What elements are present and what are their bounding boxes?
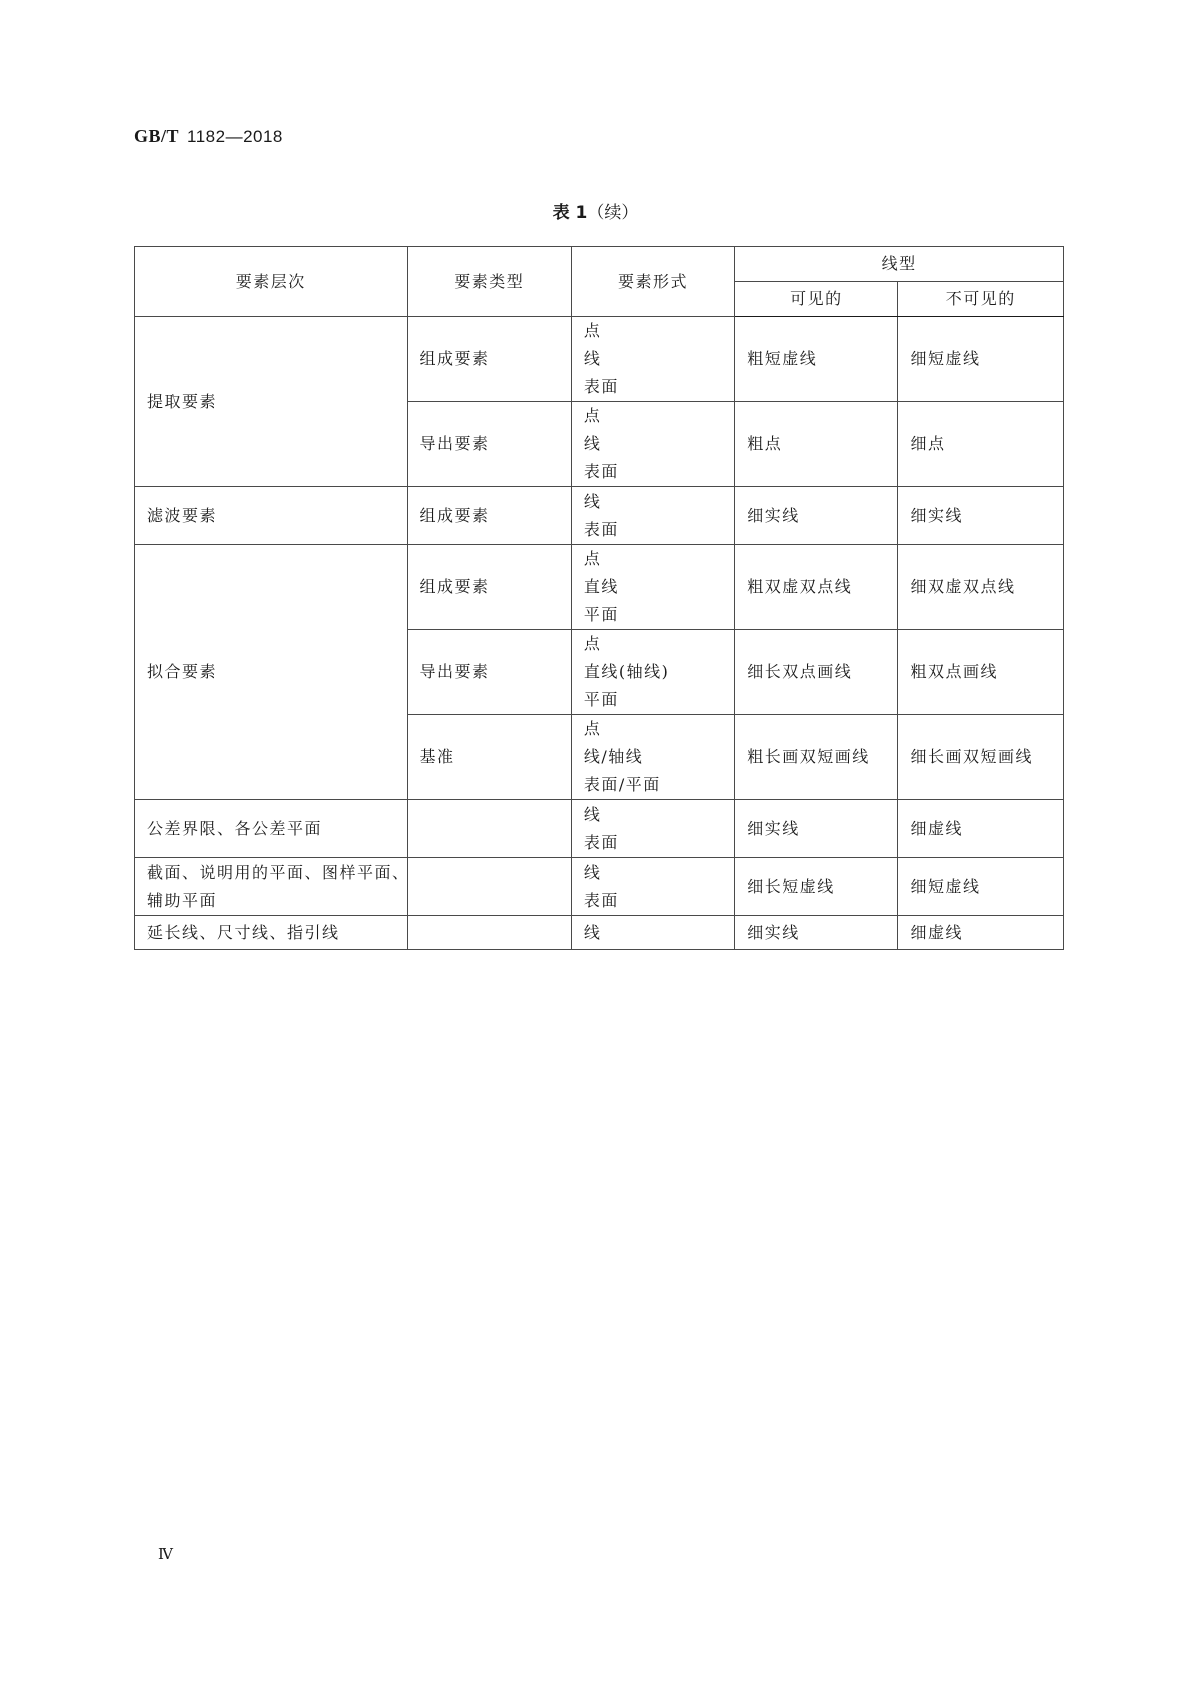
header-element-form: 要素形式 — [571, 247, 734, 317]
invisible-cell: 细双虚双点线 — [898, 545, 1064, 630]
form-cell — [571, 630, 734, 715]
table-caption-title: 表 1 — [552, 203, 588, 223]
type-cell: 组成要素 — [407, 545, 571, 630]
header-row-1 — [135, 247, 1064, 282]
type-cell — [407, 800, 571, 858]
level-cell-extension: 延长线、尺寸线、指引线 — [135, 916, 408, 950]
form-line: 线/轴线 — [583, 747, 644, 766]
form-line: 线 — [583, 434, 602, 453]
form-line: 点 — [583, 321, 602, 340]
table-row — [135, 487, 1064, 545]
invisible-cell: 细虚线 — [898, 916, 1064, 950]
form-cell — [571, 800, 734, 858]
visible-cell: 细实线 — [735, 916, 898, 950]
form-line: 表面/平面 — [583, 775, 661, 794]
table-row — [135, 545, 1064, 630]
form-line: 平面 — [583, 690, 619, 709]
form-line: 点 — [583, 549, 602, 568]
type-cell: 导出要素 — [407, 630, 571, 715]
form-line: 表面 — [583, 377, 619, 396]
type-cell — [407, 916, 571, 950]
invisible-cell: 细虚线 — [898, 800, 1064, 858]
visible-cell: 细实线 — [735, 487, 898, 545]
table-row — [135, 317, 1064, 402]
form-cell — [571, 317, 734, 402]
form-line: 平面 — [583, 605, 619, 624]
form-line: 点 — [583, 634, 602, 653]
table-row — [135, 800, 1064, 858]
standard-header — [134, 126, 283, 147]
form-line: 表面 — [583, 832, 619, 852]
form-line: 直线 — [583, 577, 619, 596]
level-cell-tolerance: 公差界限、各公差平面 — [135, 800, 408, 858]
line-type-table — [134, 246, 1064, 950]
form-cell — [571, 545, 734, 630]
visible-cell: 粗双虚双点线 — [735, 545, 898, 630]
table-row — [135, 858, 1064, 916]
header-element-type: 要素类型 — [407, 247, 571, 317]
level-cell-fitted: 拟合要素 — [135, 545, 408, 800]
level-cell-line: 截面、说明用的平面、图样平面、 — [147, 862, 410, 882]
form-line: 点 — [583, 406, 602, 425]
form-line: 表面 — [583, 462, 619, 481]
header-visible: 可见的 — [735, 282, 898, 317]
form-line: 线 — [583, 804, 602, 824]
header-invisible: 不可见的 — [898, 282, 1064, 317]
visible-cell: 粗长画双短画线 — [735, 715, 898, 800]
form-line: 表面 — [583, 519, 619, 539]
visible-cell: 粗点 — [735, 402, 898, 487]
table-caption-continued: （续） — [587, 203, 639, 223]
visible-cell: 细实线 — [735, 800, 898, 858]
form-line: 表面 — [583, 890, 619, 910]
type-cell: 导出要素 — [407, 402, 571, 487]
header-line-type: 线型 — [735, 247, 1064, 282]
form-line: 点 — [583, 719, 602, 738]
invisible-cell: 细短虚线 — [898, 317, 1064, 402]
level-cell-filtered: 滤波要素 — [135, 487, 408, 545]
invisible-cell: 细实线 — [898, 487, 1064, 545]
type-cell: 组成要素 — [407, 317, 571, 402]
form-cell — [571, 916, 734, 950]
standard-number: 1182—2018 — [187, 127, 283, 146]
table-caption — [0, 198, 1191, 223]
invisible-cell: 粗双点画线 — [898, 630, 1064, 715]
invisible-cell: 细短虚线 — [898, 858, 1064, 916]
form-cell — [571, 715, 734, 800]
level-cell-line: 辅助平面 — [147, 890, 218, 910]
visible-cell: 粗短虚线 — [735, 317, 898, 402]
page-number: Ⅳ — [158, 1547, 173, 1563]
form-cell — [571, 487, 734, 545]
visible-cell: 细长双点画线 — [735, 630, 898, 715]
visible-cell: 细长短虚线 — [735, 858, 898, 916]
form-line: 线 — [583, 491, 602, 511]
invisible-cell: 细长画双短画线 — [898, 715, 1064, 800]
form-line: 线 — [583, 349, 602, 368]
type-cell: 组成要素 — [407, 487, 571, 545]
form-cell — [571, 858, 734, 916]
type-cell — [407, 858, 571, 916]
header-element-level: 要素层次 — [135, 247, 408, 317]
form-cell — [571, 402, 734, 487]
table-row — [135, 916, 1064, 950]
invisible-cell: 细点 — [898, 402, 1064, 487]
form-line: 线 — [583, 922, 602, 942]
form-line: 线 — [583, 862, 602, 882]
type-cell: 基准 — [407, 715, 571, 800]
standard-prefix: GB/T — [134, 126, 180, 146]
level-cell-extracted: 提取要素 — [135, 317, 408, 487]
form-line: 直线(轴线) — [583, 662, 670, 681]
level-cell-section — [135, 858, 408, 916]
